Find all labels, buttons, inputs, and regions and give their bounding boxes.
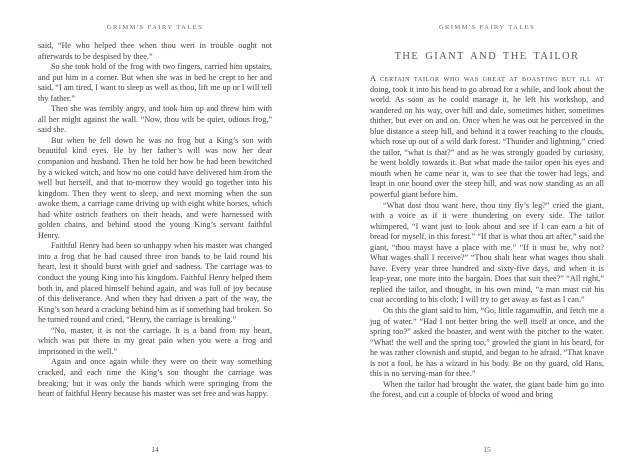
- paragraph: “What dost thou want here, thou tiny fly’s leg?” cried the giant, with a voice as if it were thundering on every side. The tailor whimpered, “I want just to look about and see if I can earn a bit of bread for myself, in this forest.” “If that is what thou art after,” said the giant, “thou mayst have a place with me.” “If it must be, why not? What wages shall I receive?” “Thou shalt hear what wages thou shalt have. Every year three hundred and sixty-five days, and when it is leap-year, one more into the bargain. Does that suit thee?” “All right,” replied the tailor, and thought, in his own mind, “a man must cut his coat according to his cloth; I will try to get away as fast as I can.”: [370, 200, 604, 305]
- running-header-left: GRIMM'S FAIRY TALES: [106, 24, 204, 31]
- page-number-right: 15: [483, 445, 491, 454]
- lead-in-small-caps: A certain tailor who was great at boasting but ill at: [370, 74, 604, 83]
- page-number-left: 14: [151, 445, 159, 454]
- paragraph-text: doing, took it into his head to go abroad for a while, and look about the world. As soon as he could manage it, he left his workshop, and wandered on his way, over hill and dale, sometimes hither, sometimes thither, but ever on and on. Once when he was out he perceived in the blue distance a steep hill, and behind it a tower reaching to the clouds, which rose up out of a wild dark forest. “Thunder and lightning,” cried the tailor, “what is that?” and as he was strongly goaded by curiosity, he went boldly towards it. But what made the tailor open his eyes and mouth when he came near it, was to see that the tower had legs, and leapt in one bound over the steep hill, and was now standing as an all powerful giant before him.: [370, 84, 604, 200]
- paragraph: On this the giant said to him, “Go, little ragamuffin, and fetch me a jug of water.” “Had I not better bring the well itself at once, and the spring too?” asked the boaster, and went with the pitcher to the water. “What! the well and the spring too,” growled the giant in his beard, for he was rather clownish and stupid, and began to be afraid. “That knave is not a fool, he has a wizard in his body. Be on thy guard, old Hans, this is no serving-man for thee.”: [370, 306, 604, 379]
- paragraph: But when he fell down he was no frog but a King’s son with beautiful kind eyes. He by her father’s will was now her dear companion and husband. Then he told her how he had been bewitched by a wicked witch, and how no one could have delivered him from the well but herself, and that to-morrow they would go together into his kingdom. Then they went to sleep, and next morning when the sun awoke them, a carriage came driving up with eight white horses, which had white ostrich feathers on their heads, and were harnessed with golden chains, and behind stood the young King’s servant faithful Henry.: [38, 135, 272, 240]
- left-page: [38, 0, 272, 471]
- story-title: THE GIANT AND THE TAILOR: [394, 51, 580, 62]
- paragraph: Then she was terribly angry, and took him up and threw him with all her might against the wall. “Now, thou wilt be quiet, odious frog,” said she.: [38, 104, 272, 135]
- paragraph: [370, 74, 604, 201]
- paragraph: So she took hold of the frog with two fingers, carried him upstairs, and put him in a corner. But when she was in bed he crept to her and said, “I am tired, I want to sleep as well as thou, lift me up or I will tell thy father.”: [38, 62, 272, 103]
- paragraph: When the tailor had brought the water, the giant bade him go into the forest, and cut a couple of blocks of wood and bring: [370, 379, 604, 400]
- right-page-body: [370, 74, 604, 401]
- left-page-body: [38, 41, 272, 400]
- right-page: [370, 0, 604, 471]
- running-header-right: GRIMM'S FAIRY TALES: [438, 24, 536, 31]
- paragraph: said, “He who helped thee when thou wert in trouble ought not afterwards to be despised by thee.”: [38, 41, 272, 61]
- paragraph: Again and once again while they were on their way something cracked, and each time the King’s son thought the carriage was breaking; but it was only the bands which were springing from the heart of faithful Henry because his master was set free and was happy.: [38, 357, 272, 399]
- paragraph: “No, master, it is not the carriage. It is a band from my heart, which was put there in my great pain when you were a frog and imprisoned in the well.”: [38, 325, 272, 356]
- paragraph: Faithful Henry had been so unhappy when his master was changed into a frog that he had caused three iron bands to be laid round his heart, lest it should burst with grief and sadness. The carriage was to conduct the young King into his kingdom. Faithful Henry helped them both in, and placed himself behind again, and was full of joy because of this deliverance. And when they had driven a part of the way, the King’s son heard a cracking behind him as if something had broken. So he turned round and cried, “Henry, the carriage is breaking.”: [38, 241, 272, 325]
